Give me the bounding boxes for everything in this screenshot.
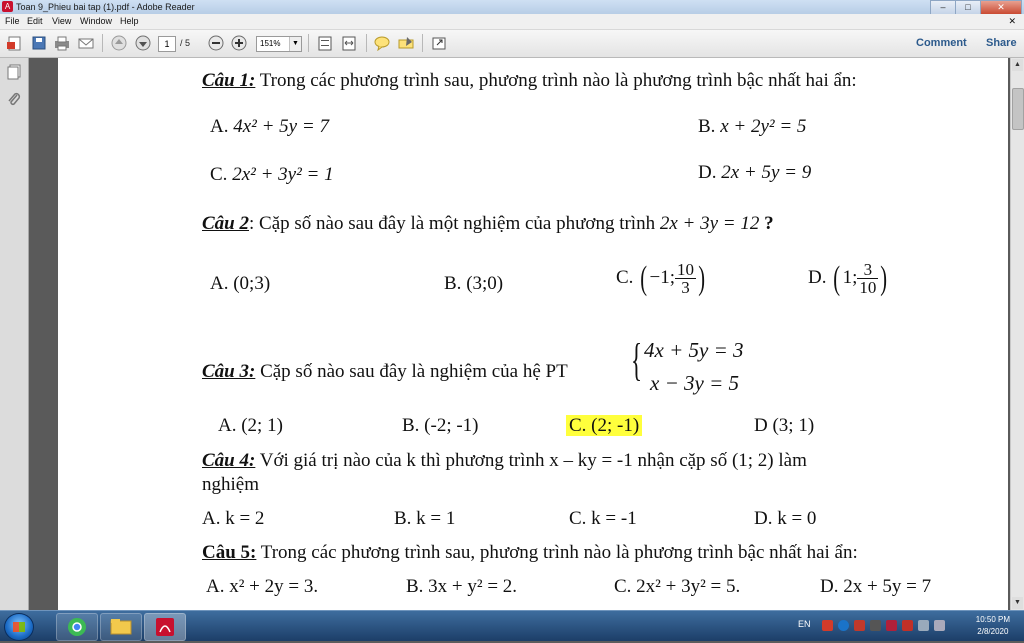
q2-option-d-letter: D. xyxy=(808,266,827,288)
q2-option-d xyxy=(808,261,890,296)
menu-file[interactable]: File xyxy=(5,16,20,26)
tray-v-icon[interactable] xyxy=(886,620,897,631)
q5-option-b: B. 3x + y² = 2. xyxy=(406,576,518,597)
question-3-text: Cặp số nào sau đây là nghiệm của hệ PT xyxy=(255,361,568,382)
question-2 xyxy=(202,213,774,235)
question-5-label: Câu 5: xyxy=(202,542,257,563)
question-1 xyxy=(202,70,857,92)
create-pdf-icon[interactable] xyxy=(6,35,24,51)
q2-option-a-expr: (0;3) xyxy=(233,273,271,294)
q2-option-d-pre: 1; xyxy=(842,266,858,288)
question-2-label: Câu 2 xyxy=(202,213,249,234)
adobe-reader-icon: A xyxy=(2,1,13,12)
question-1-label: Câu 1: xyxy=(202,70,256,91)
menu-help[interactable]: Help xyxy=(120,16,139,26)
tray-update-icon[interactable] xyxy=(902,620,913,631)
navigation-panel xyxy=(0,58,29,610)
menu-edit[interactable]: Edit xyxy=(27,16,43,26)
menu-bar xyxy=(0,14,1024,30)
zoom-in-icon[interactable] xyxy=(230,35,248,51)
q2-option-c-num: 10 xyxy=(677,260,695,279)
question-5-text: Trong các phương trình sau, phương trình nào là phương trình bậc nhất hai ẩn: xyxy=(256,542,858,563)
pdf-page xyxy=(58,58,1008,610)
q5-option-a: A. x² + 2y = 3. xyxy=(206,576,319,597)
expand-icon[interactable] xyxy=(430,35,448,51)
system-clock[interactable] xyxy=(976,614,1010,638)
scrollbar-thumb[interactable] xyxy=(1012,88,1024,130)
paren-left: ( xyxy=(833,259,841,297)
question-2-qmark: ? xyxy=(759,213,774,234)
q1-option-b-letter: B. xyxy=(698,116,716,137)
document-close-icon[interactable]: ✕ xyxy=(1008,16,1016,26)
q1-option-c-letter: C. xyxy=(210,164,228,185)
q1-option-d-expr: 2x + 5y = 9 xyxy=(721,162,812,183)
q1-option-a-letter: A. xyxy=(210,116,229,137)
q1-option-d xyxy=(698,162,811,184)
language-indicator[interactable]: EN xyxy=(798,619,811,629)
close-window-button[interactable]: ✕ xyxy=(980,0,1022,15)
question-3 xyxy=(202,361,568,383)
pages-icon[interactable] xyxy=(6,64,22,80)
attachments-icon[interactable] xyxy=(6,92,22,108)
main-toolbar xyxy=(0,30,1024,58)
email-icon[interactable] xyxy=(77,35,95,51)
chevron-down-icon[interactable]: ▼ xyxy=(289,37,301,51)
q3-option-c xyxy=(566,415,642,437)
question-4 xyxy=(202,450,807,472)
q3-option-d: D (3; 1) xyxy=(754,415,815,436)
q2-option-c xyxy=(616,261,707,296)
toolbar-separator xyxy=(102,34,103,52)
page-total: / 5 xyxy=(180,38,191,48)
tray-antivirus-icon[interactable] xyxy=(854,620,865,631)
taskbar-file-explorer[interactable] xyxy=(100,613,142,641)
tray-adobe-icon[interactable] xyxy=(822,620,833,631)
start-button[interactable] xyxy=(4,613,34,641)
system-brace: { xyxy=(631,334,643,385)
q2-option-b-letter: B. xyxy=(444,273,462,294)
question-4-text: Với giá trị nào của k thì phương trình x – ky = -1 nhận cặp số (1; 2) làm xyxy=(255,450,807,471)
q1-option-b xyxy=(698,116,806,138)
q5-option-c: C. 2x² + 3y² = 5. xyxy=(614,576,741,597)
system-equation-1: 4x + 5y = 3 xyxy=(644,338,744,362)
question-4-label: Câu 4: xyxy=(202,450,256,471)
zoom-level-select[interactable] xyxy=(256,36,302,52)
highlight-text-icon[interactable] xyxy=(397,35,415,51)
taskbar-adobe-reader[interactable] xyxy=(144,613,186,641)
q1-option-b-expr: x + 2y² = 5 xyxy=(720,116,807,137)
q2-option-d-fraction xyxy=(857,261,878,296)
q4-option-b: B. k = 1 xyxy=(394,508,456,529)
zoom-out-icon[interactable] xyxy=(207,35,225,51)
q2-option-d-den: 10 xyxy=(859,278,877,297)
zoom-level-value: 151% xyxy=(260,39,281,48)
paren-left: ( xyxy=(640,259,648,297)
system-equation-2: x − 3y = 5 xyxy=(650,371,739,395)
windows-logo-icon xyxy=(13,622,25,632)
toolbar-separator xyxy=(422,34,423,52)
scroll-down-icon[interactable]: ▼ xyxy=(1012,597,1023,609)
q2-option-c-letter: C. xyxy=(616,266,634,288)
question-2-equation: 2x + 3y = 12 xyxy=(659,213,760,234)
q2-option-b-expr: (3;0) xyxy=(466,273,504,294)
paren-right: ) xyxy=(880,259,888,297)
scroll-up-icon[interactable]: ▲ xyxy=(1012,59,1023,71)
question-4-text-cont: nghiệm xyxy=(202,474,259,495)
q2-option-c-pre: −1; xyxy=(649,266,676,288)
q3-option-b: B. (-2; -1) xyxy=(402,415,479,436)
paren-right: ) xyxy=(698,259,706,297)
q5-option-d: D. 2x + 5y = 7 xyxy=(820,576,932,597)
save-icon[interactable] xyxy=(30,35,48,51)
q4-option-a: A. k = 2 xyxy=(202,508,265,529)
q1-option-d-letter: D. xyxy=(698,162,717,183)
page-number-input[interactable]: 1 xyxy=(158,36,176,52)
q2-option-a xyxy=(210,273,270,295)
system-tray xyxy=(794,611,1024,641)
maximize-button[interactable]: □ xyxy=(955,0,981,15)
tray-network-icon[interactable] xyxy=(838,620,849,631)
q2-option-a-letter: A. xyxy=(210,273,229,294)
q4-option-d: D. k = 0 xyxy=(754,508,817,529)
previous-page-icon[interactable] xyxy=(110,35,128,51)
toolbar-separator xyxy=(308,34,309,52)
fit-width-icon[interactable] xyxy=(340,35,358,51)
window-title-bar xyxy=(0,0,1024,15)
window-title: Toan 9_Phieu bai tap (1).pdf - Adobe Reader xyxy=(16,2,195,12)
window-controls xyxy=(931,0,1022,13)
question-1-text: Trong các phương trình sau, phương trình nào là phương trình bậc nhất hai ẩn: xyxy=(255,70,857,91)
question-2-text: : Cặp số nào sau đây là một nghiệm của phương trình xyxy=(249,213,660,234)
comment-pane-button[interactable]: Comment xyxy=(916,37,967,49)
document-viewport[interactable] xyxy=(29,58,1011,610)
q1-option-a xyxy=(210,116,329,138)
q1-option-c xyxy=(210,164,334,186)
clock-time: 10:50 PM xyxy=(975,615,1010,624)
sticky-note-icon[interactable] xyxy=(373,35,391,51)
q2-option-c-den: 3 xyxy=(681,278,690,297)
q2-option-c-fraction xyxy=(675,261,696,296)
question-3-label: Câu 3: xyxy=(202,361,256,382)
print-icon[interactable] xyxy=(53,35,71,51)
toolbar-separator xyxy=(366,34,367,52)
next-page-icon[interactable] xyxy=(134,35,152,51)
share-pane-button[interactable]: Share xyxy=(986,37,1017,49)
highlighted-answer: C. (2; -1) xyxy=(566,415,642,436)
tray-volume-icon[interactable] xyxy=(918,620,929,631)
q3-option-a: A. (2; 1) xyxy=(218,415,283,436)
fit-page-icon[interactable] xyxy=(316,35,334,51)
minimize-button[interactable]: – xyxy=(930,0,956,15)
q2-option-b xyxy=(444,273,503,295)
q1-option-c-expr: 2x² + 3y² = 1 xyxy=(232,164,334,185)
clock-date: 2/8/2020 xyxy=(977,627,1009,636)
question-5 xyxy=(202,542,858,564)
menu-window[interactable]: Window xyxy=(80,16,113,26)
q2-option-d-num: 3 xyxy=(857,261,878,279)
taskbar-chrome[interactable] xyxy=(56,613,98,641)
q1-option-a-expr: 4x² + 5y = 7 xyxy=(233,116,329,137)
windows-taskbar xyxy=(0,610,1024,641)
q4-option-c: C. k = -1 xyxy=(569,508,637,529)
vertical-scrollbar[interactable] xyxy=(1010,58,1024,610)
tray-device-icon[interactable] xyxy=(870,620,881,631)
tray-flag-icon[interactable] xyxy=(934,620,945,631)
menu-view[interactable]: View xyxy=(52,16,72,26)
